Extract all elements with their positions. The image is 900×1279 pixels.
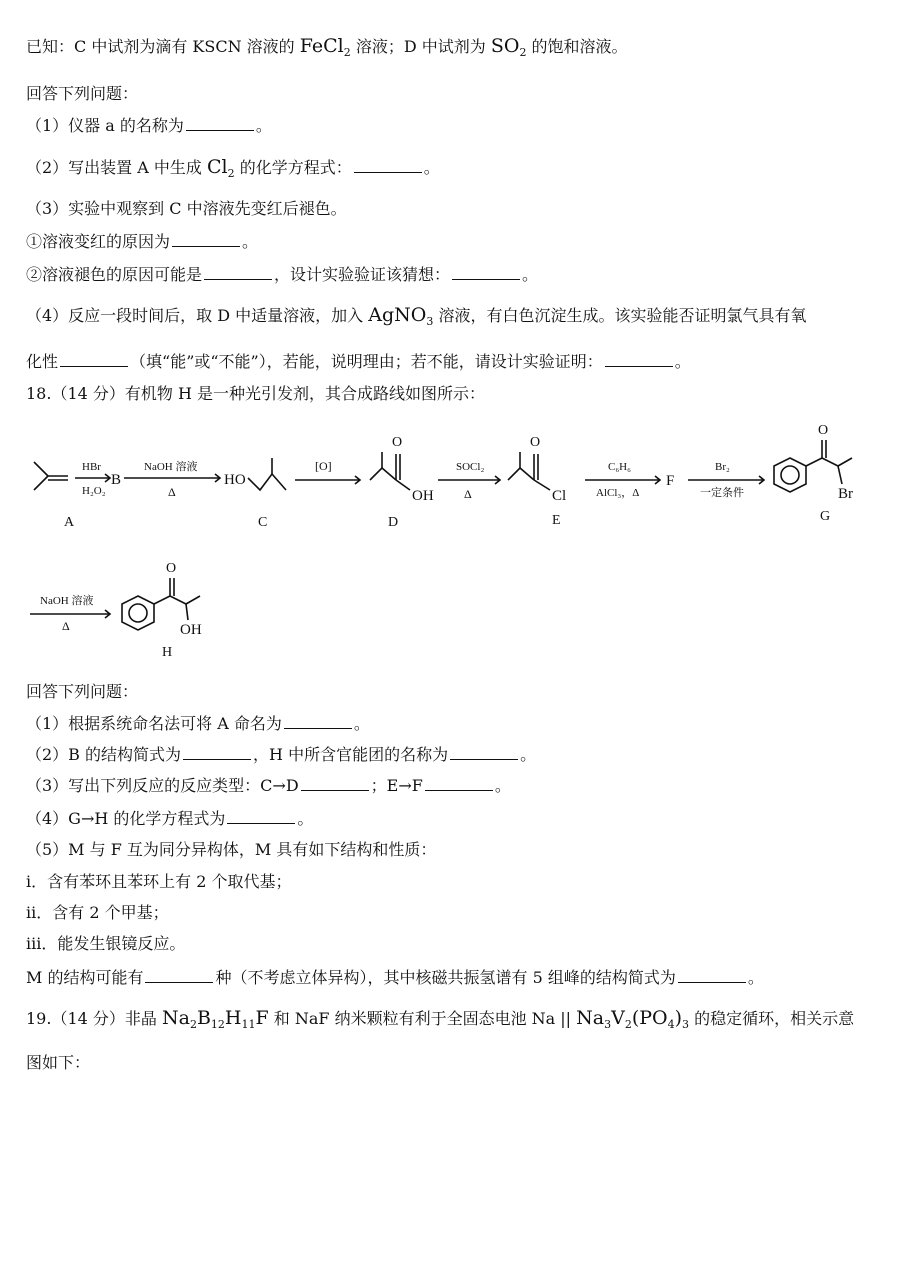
atom-oh-h: OH (180, 622, 202, 638)
atom-cl-e: Cl (552, 488, 567, 504)
text-segment: （填“能”或“不能”），若能，说明理由；若不能，请设计实验证明： (130, 352, 603, 371)
reagent-6-top: Br₂ (715, 461, 730, 473)
text-segment: 的化学方程式： (234, 158, 352, 177)
answer-blank[interactable] (301, 775, 369, 791)
text-segment: ①溶液变红的原因为 (26, 232, 171, 251)
atom-o-h: O (166, 561, 177, 576)
label-a: A (64, 515, 75, 530)
answer-blank[interactable] (186, 115, 254, 131)
known-conditions-line (26, 36, 628, 59)
reagent-2-bottom: Δ (168, 485, 176, 499)
q17-part1 (26, 115, 272, 136)
q17-part2 (26, 157, 440, 180)
reagent-7-top: NaOH 溶液 (40, 595, 94, 607)
synthesis-route-scheme (20, 418, 880, 668)
formula-agno3: AgNO (368, 304, 427, 326)
formula-part: F (255, 1007, 269, 1029)
reagent-1-bottom: H₂O₂ (82, 485, 106, 497)
atom-o-d: O (392, 435, 403, 450)
answer-blank[interactable] (452, 264, 520, 280)
atom-oh-d: OH (412, 488, 434, 504)
condition-ii: ii．含有 2 个甲基； (26, 903, 169, 922)
formula-part: ) (674, 1007, 683, 1029)
text-segment: 。 (423, 158, 440, 177)
formula-part: (PO (631, 1007, 668, 1029)
q17-part3-sub2 (26, 264, 538, 285)
answer-blank[interactable] (145, 967, 213, 983)
formula-cl2: Cl (207, 156, 228, 178)
answer-blank[interactable] (204, 264, 272, 280)
text-segment: （4）G→H 的化学方程式为 (26, 809, 226, 828)
bond (838, 458, 852, 466)
answer-blank[interactable] (450, 744, 518, 760)
bond-chain (370, 468, 396, 480)
bond (838, 466, 842, 484)
text-segment: 。 (747, 968, 764, 987)
text-segment: M 的结构可能有 (26, 968, 144, 987)
bond (154, 596, 170, 604)
answer-blank[interactable] (227, 808, 295, 824)
benzene-circle (129, 604, 147, 622)
benzene-circle (781, 466, 799, 484)
subscript: 2 (189, 1018, 197, 1031)
text-segment: 种（不考虑立体异构），其中核磁共振氢谱有 5 组峰的结构简式为 (215, 968, 676, 987)
benzene-ring (774, 458, 806, 492)
reagent-3-top: [O] (315, 459, 332, 473)
answer-blank[interactable] (284, 713, 352, 729)
text-segment: 。 (674, 352, 691, 371)
subscript: 3 (682, 1018, 690, 1031)
label-e: E (552, 513, 561, 528)
text-segment: 。 (494, 776, 511, 795)
q18-part3 (26, 775, 511, 796)
text-segment: 。 (353, 714, 370, 733)
bond-chain (248, 474, 286, 490)
text-segment: 和 NaF 纳米颗粒有利于全固态电池 Na || (268, 1009, 577, 1028)
q17-part3: （3）实验中观察到 C 中溶液先变红后褪色。 (26, 199, 347, 218)
text-segment: （2）B 的结构简式为 (26, 745, 182, 764)
text-segment: 已知：C 中试剂为滴有 KSCN 溶液的 (26, 37, 300, 56)
bond-chain (508, 468, 534, 480)
q18-part2 (26, 744, 536, 765)
atom-o-e: O (530, 435, 541, 450)
text-segment: （3）写出下列反应的反应类型：C→D (26, 776, 299, 795)
subscript: 3 (604, 1018, 612, 1031)
formula-part: Na (576, 1007, 605, 1029)
answer-prompt: 回答下列问题： (26, 84, 139, 103)
atom-o-g: O (818, 423, 829, 438)
text-segment: 。 (255, 116, 272, 135)
text-segment: ②溶液褪色的原因可能是 (26, 265, 203, 284)
formula-fecl2: FeCl (299, 35, 344, 57)
answer-blank[interactable] (678, 967, 746, 983)
bond (806, 458, 822, 466)
q18-part5: （5）M 与 F 互为同分异构体，M 具有如下结构和性质： (26, 840, 437, 859)
subscript: 2 (227, 167, 235, 180)
text-segment: （4）反应一段时间后，取 D 中适量溶液，加入 (26, 306, 369, 325)
label-c: C (258, 515, 268, 530)
atom-br-g: Br (838, 486, 853, 502)
condition-i: i．含有苯环且苯环上有 2 个取代基； (26, 872, 292, 891)
text-segment: 。 (522, 265, 539, 284)
q18-part1 (26, 713, 370, 734)
label-d: D (388, 515, 399, 530)
reagent-5-bottom: AlCl₃，Δ (596, 487, 640, 499)
bond (822, 458, 838, 466)
q17-part4-cont (26, 351, 691, 372)
bond (170, 596, 186, 604)
q17-part4 (26, 305, 806, 328)
q19-heading (26, 1008, 854, 1031)
q19-heading-cont: 图如下： (26, 1053, 91, 1072)
label-f: F (666, 473, 675, 489)
text-segment: 19.（14 分）非晶 (26, 1009, 162, 1028)
benzene-ring (122, 596, 154, 630)
answer-blank[interactable] (425, 775, 493, 791)
bond (396, 480, 410, 490)
formula-part: V (611, 1007, 625, 1029)
subscript: 11 (241, 1018, 256, 1031)
label-h: H (162, 645, 173, 660)
text-segment: 的饱和溶液。 (526, 37, 628, 56)
text-segment: 的稳定循环，相关示意 (689, 1009, 855, 1028)
q18-part4 (26, 808, 313, 829)
reagent-1-top: HBr (82, 461, 101, 473)
text-segment: （1）根据系统命名法可将 A 命名为 (26, 714, 282, 733)
text-segment: 溶液，有白色沉淀生成。该实验能否证明氯气具有氧 (433, 306, 807, 325)
text-segment: 溶液；D 中试剂为 (350, 37, 491, 56)
bond (34, 462, 48, 476)
text-segment: （2）写出装置 A 中生成 (26, 158, 207, 177)
reagent-6-bottom: 一定条件 (700, 487, 744, 499)
text-segment: （1）仪器 a 的名称为 (26, 116, 184, 135)
formula-part: Na (161, 1007, 190, 1029)
q18-heading: 18.（14 分）有机物 H 是一种光引发剂，其合成路线如图所示： (26, 384, 486, 403)
reagent-4-bottom: Δ (464, 487, 472, 501)
reagent-4-top: SOCl₂ (456, 461, 485, 473)
subscript: 12 (210, 1018, 225, 1031)
answer-blank[interactable] (183, 744, 251, 760)
text-segment: 。 (297, 809, 314, 828)
bond (34, 476, 48, 490)
formula-part: B (196, 1007, 211, 1029)
label-g: G (820, 509, 831, 524)
text-segment: ；E→F (370, 776, 423, 795)
answer-blank[interactable] (354, 157, 422, 173)
bond (186, 596, 200, 604)
answer-blank[interactable] (172, 231, 240, 247)
reagent-5-top: C₆H₆ (608, 461, 631, 473)
text-segment: 化性 (26, 352, 59, 371)
formula-part: H (224, 1007, 242, 1029)
answer-blank[interactable] (605, 351, 673, 367)
answer-prompt: 回答下列问题： (26, 682, 139, 701)
reagent-2-top: NaOH 溶液 (144, 461, 198, 473)
bond (534, 480, 550, 490)
answer-blank[interactable] (60, 351, 128, 367)
q17-part3-sub1 (26, 231, 258, 252)
label-b: B (111, 472, 122, 488)
text-segment: 。 (520, 745, 537, 764)
bond (186, 604, 188, 620)
subscript: 4 (667, 1018, 675, 1031)
text-segment: 。 (242, 232, 259, 251)
subscript: 3 (426, 315, 434, 328)
atom-ho-c: HO (224, 472, 246, 488)
q18-part5-question (26, 967, 764, 988)
formula-so2: SO (490, 35, 520, 57)
condition-iii: iii．能发生银镜反应。 (26, 934, 186, 953)
text-segment: ，设计实验验证该猜想： (274, 265, 451, 284)
subscript: 2 (343, 46, 351, 59)
reagent-7-bottom: Δ (62, 619, 70, 633)
subscript: 2 (519, 46, 527, 59)
text-segment: ，H 中所含官能团的名称为 (253, 745, 449, 764)
subscript: 2 (624, 1018, 632, 1031)
